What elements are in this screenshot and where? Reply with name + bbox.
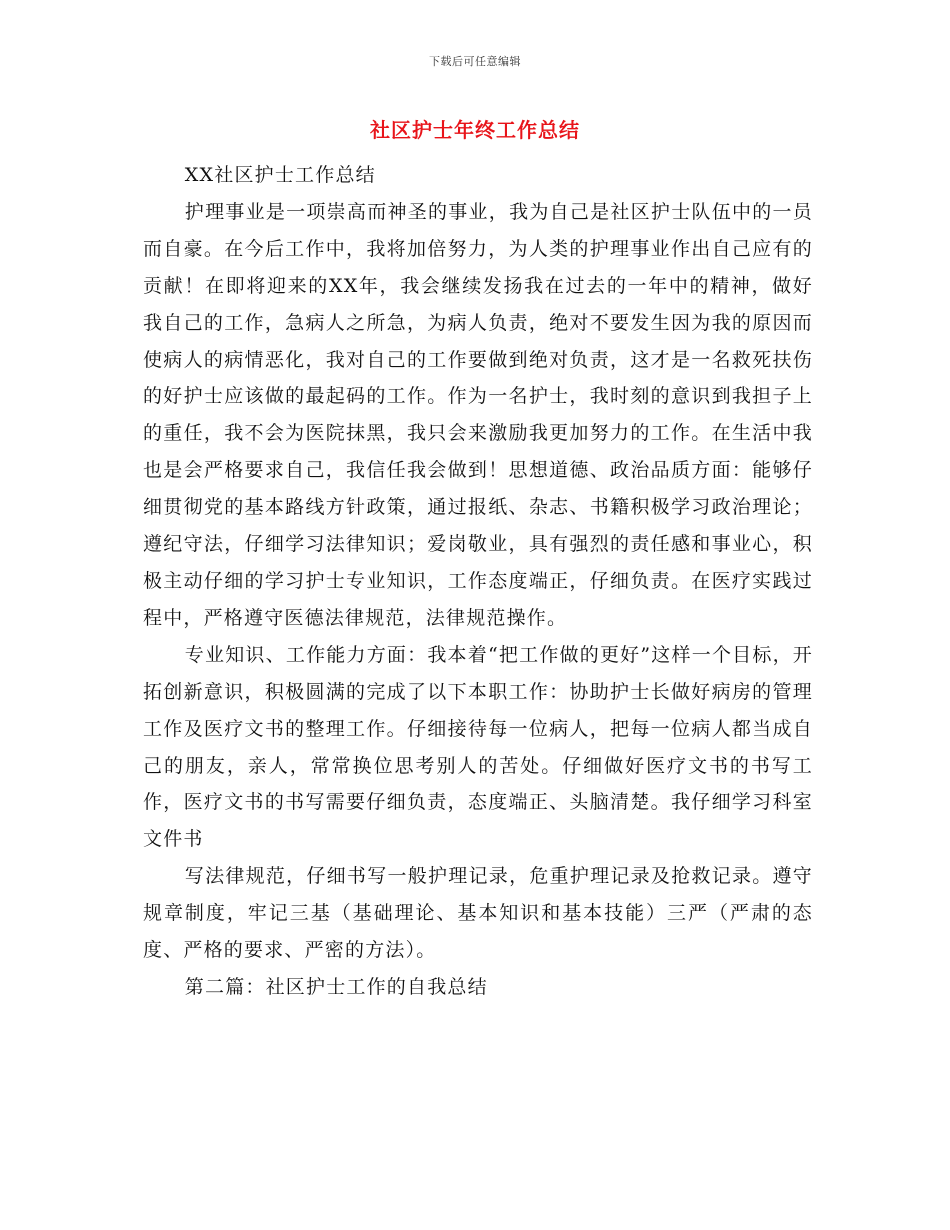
header-note: 下载后可任意编辑 xyxy=(429,55,521,68)
body-paragraph: 护理事业是一项崇高而神圣的事业，我为自己是社区护士队伍中的一员而自豪。在今后工作中，我将加倍努力，为人类的护理事业作出自己应有的贡献！在即将迎来的XX年，我会继续发扬我在过去的一年中的精神，做好我自己的工作，急病人之所急，为病人负责，绝对不要发生因为我的原因而使病人的病情恶化，我对自己的工作要做到绝对负责，这才是一名救死扶伤的好护士应该做的最起码的工作。作为一名护士，我时刻的意识到我担子上的重任，我不会为医院抹黑，我只会来激励我更加努力的工作。在生活中我也是会严格要求自己，我信任我会做到！思想道德、政治品质方面：能够仔细贯彻党的基本路线方针政策，通过报纸、杂志、书籍积极学习政治理论；遵纪守法，仔细学习法律知识；爱岗敬业，具有强烈的责任感和事业心，积极主动仔细的学习护士专业知识，工作态度端正，仔细负责。在医疗实践过程中，严格遵守医德法律规范，法律规范操作。 xyxy=(143,200,813,629)
document-body xyxy=(143,157,813,1006)
body-paragraph: 写法律规范，仔细书写一般护理记录，危重护理记录及抢救记录。遵守规章制度，牢记三基（基础理论、基本知识和基本技能）三严（严肃的态度、严格的要求、严密的方法）。 xyxy=(143,865,813,962)
document-title: 社区护士年终工作总结 xyxy=(370,118,580,142)
body-paragraph: 专业知识、工作能力方面：我本着“把工作做的更好”这样一个目标，开拓创新意识，积极圆满的完成了以下本职工作：协助护士长做好病房的管理工作及医疗文书的整理工作。仔细接待每一位病人，把每一位病人都当成自己的朋友，亲人，常常换位思考别人的苦处。仔细做好医疗文书的书写工作，医疗文书的书写需要仔细负责，态度端正、头脑清楚。我仔细学习科室文件书 xyxy=(143,643,813,851)
section-heading: 第二篇：社区护士工作的自我总结 xyxy=(184,975,488,998)
subtitle-paragraph: XX社区护士工作总结 xyxy=(184,164,376,186)
